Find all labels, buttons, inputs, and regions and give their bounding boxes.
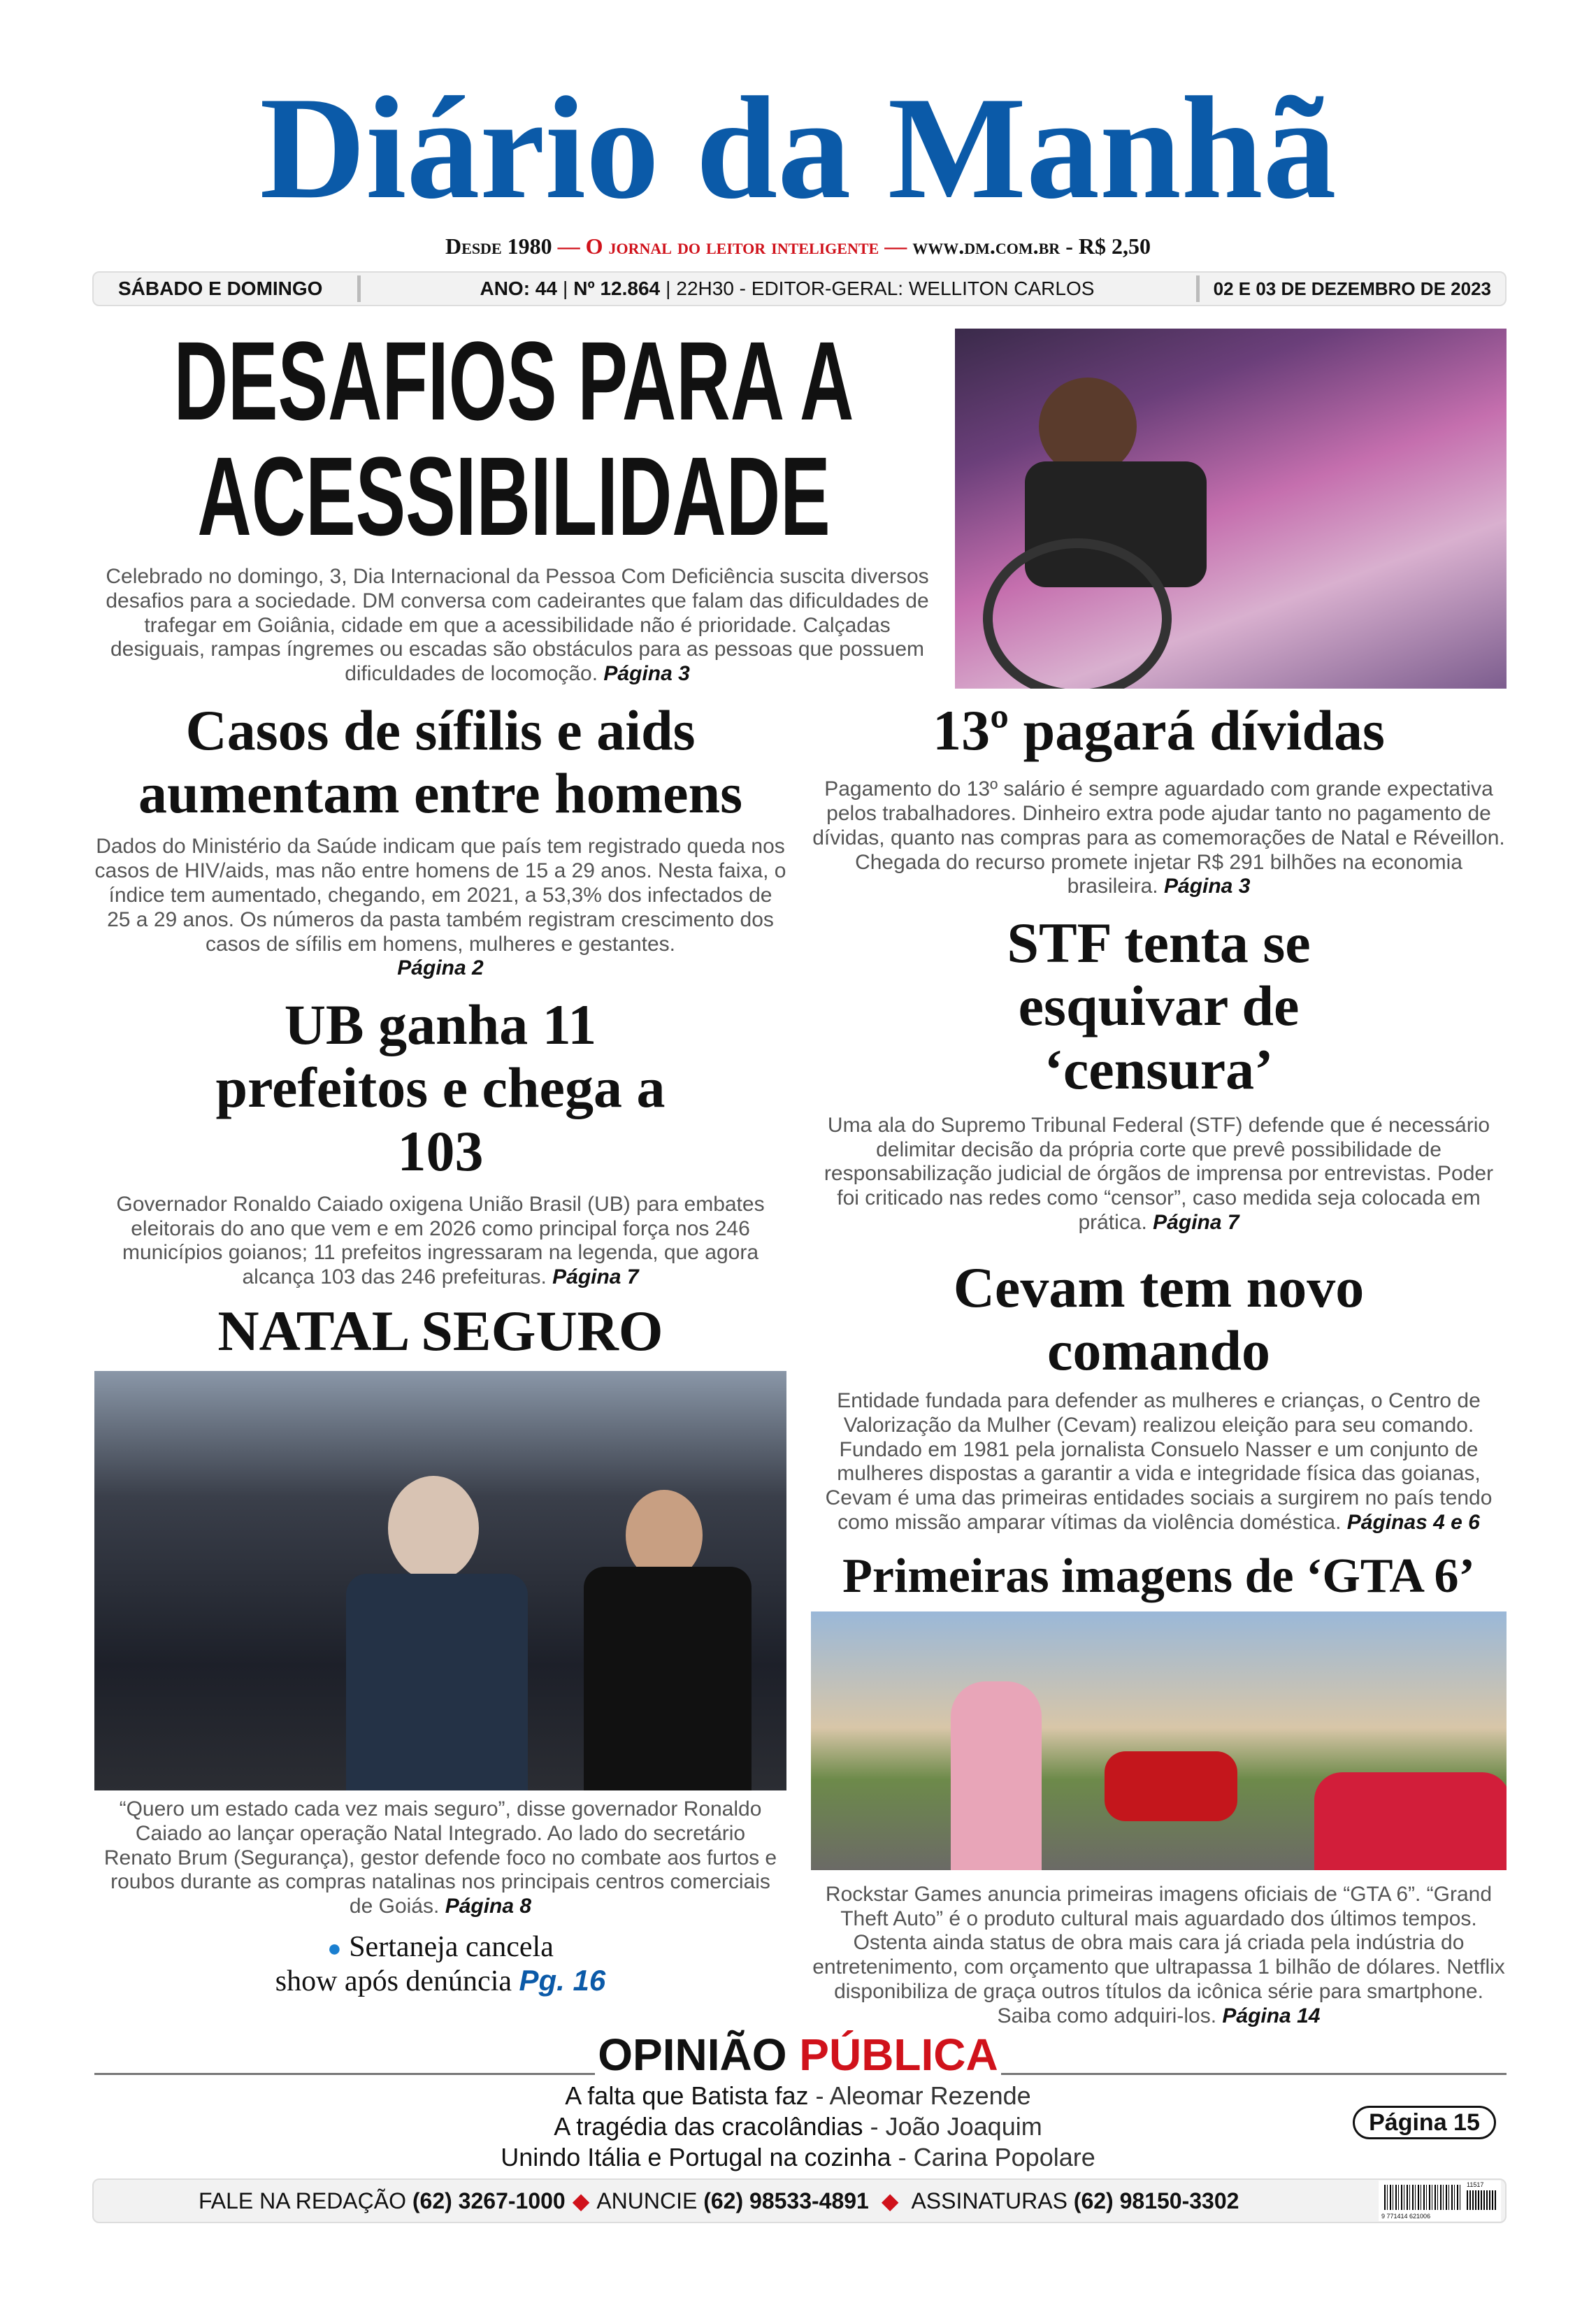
page-ref[interactable]: Página 3 bbox=[1164, 875, 1251, 898]
page-ref[interactable]: Página 2 bbox=[397, 956, 484, 980]
story-title[interactable]: 13º pagará dívidas bbox=[933, 698, 1385, 762]
right-column bbox=[811, 699, 1507, 2029]
opinion-item[interactable]: Unindo Itália e Portugal na cozinha - Carina Popolare bbox=[501, 2143, 1095, 2171]
story-title[interactable]: Casos de sífilis e aids aumentam entre homens bbox=[138, 698, 742, 826]
page-ref[interactable]: Pg. 16 bbox=[519, 1964, 606, 1997]
page-ref[interactable]: Página 7 bbox=[1153, 1210, 1239, 1234]
story-title[interactable]: Primeiras imagens de ‘GTA 6’ bbox=[842, 1549, 1475, 1603]
opinion-item[interactable]: A falta que Batista faz - Aleomar Rezende bbox=[565, 2081, 1031, 2110]
site[interactable]: www.dm.com.br bbox=[912, 234, 1061, 259]
page-ref[interactable]: Página 7 bbox=[552, 1265, 639, 1289]
story-text: Entidade fundada para defender as mulheres e crianças, o Centro de Valorização da Mulher (Cevam) realizou eleição para seu comando. Fundado em 1981 pela jornalista Consuelo Nasser e um conjunto de mulheres dispostas a garantir a vida e integridade física das goianas, Cevam é uma das primeiras entidades sociais a surgirem no país tendo como missão amparar vítimas da violência doméstica. Páginas 4 e 6 bbox=[825, 1389, 1493, 1535]
footer-bar: FALE NA REDAÇÃO (62) 3267-1000 ◆ ANUNCIE (62) 98533-4891 ◆ ASSINATURAS (62) 98150-3302 11517 9 771414 621006 bbox=[92, 2178, 1507, 2223]
page-ref[interactable]: Página 14 bbox=[1222, 2004, 1321, 2027]
story-title[interactable]: NATAL SEGURO bbox=[217, 1298, 663, 1363]
headline-line: DESAFIOS PARA A bbox=[173, 318, 854, 443]
photo-natal-seguro bbox=[94, 1371, 786, 1790]
page-ref[interactable]: Página 8 bbox=[445, 1895, 532, 1918]
opinion-list bbox=[350, 2081, 1246, 2173]
opinion-page-badge[interactable]: Página 15 bbox=[1353, 2106, 1496, 2139]
date: 02 E 03 DE DEZEMBRO DE 2023 bbox=[1213, 278, 1491, 299]
main-text: Celebrado no domingo, 3, Dia Internacional da Pessoa Com Deficiência suscita diversos desafios para a sociedade. DM conversa com cadeirantes que falam das dificuldades de trafegar em Goiânia, cidade em que a acessibilidade não é prioridade. Calçadas desiguais, rampas íngremes ou escadas são obstáculos para as pessoas que possuem dificuldades de locomoção. Página 3 bbox=[106, 565, 929, 686]
story-text: Pagamento do 13º salário é sempre aguardado com grande expectativa pelos trabalhadores. Dinheiro extra pode ajudar tanto no pagamento de dívidas, quanto nas compras para as comemorações de Natal e Réveillon. Chegada do recurso promete injetar R$ 291 bilhões na economia brasileira. Página 3 bbox=[812, 777, 1505, 898]
opinion-item[interactable]: A tragédia das cracolândias - João Joaquim bbox=[554, 2112, 1042, 2141]
phone[interactable]: (62) 98150-3302 bbox=[1073, 2188, 1239, 2213]
phone[interactable]: (62) 98533-4891 bbox=[703, 2188, 869, 2213]
story-text: Governador Ronaldo Caiado oxigena União Brasil (UB) para embates eleitorais do ano que vem e em 2026 como principal força nos 246 municípios goianos; 11 prefeitos ingressaram na legenda, que agora alcança 103 das 246 prefeituras. Página 7 bbox=[116, 1192, 765, 1289]
bullet-icon: ● bbox=[327, 1936, 342, 1962]
page-ref[interactable]: Páginas 4 e 6 bbox=[1346, 1511, 1480, 1535]
diamond-icon: ◆ bbox=[881, 2188, 899, 2213]
photo-wheelchair-bowling bbox=[955, 329, 1507, 689]
year: ANO: 44 bbox=[480, 278, 557, 299]
brief-sertaneja[interactable]: ● Sertaneja cancela show após denúncia Pg. 16 bbox=[275, 1931, 606, 1998]
time: 22H30 bbox=[676, 278, 734, 299]
opinion-title: OPINIÃO PÚBLICA bbox=[0, 2032, 1596, 2078]
story-title[interactable]: UB ganha 11 prefeitos e chega a 103 bbox=[215, 993, 666, 1183]
tagline bbox=[0, 232, 1596, 260]
story-text: “Quero um estado cada vez mais seguro”, disse governador Ronaldo Caiado ao lançar operação Natal Integrado. Ao lado do secretário Renato Brum (Segurança), gestor defende foco no combate aos furtos e roubos durante as compras natalinas nos principais centros comerciais de Goiás. Página 8 bbox=[103, 1797, 777, 1918]
story-text: Rockstar Games anuncia primeiras imagens oficiais de “GTA 6”. “Grand Theft Auto” é o produto cultural mais aguardado dos últimos tempos. Ostenta ainda status de obra mais cara já criada pela indústria do entretenimento, com orçamento que ultrapassa 1 bilhão de dólares. Netflix disponibiliza de graça outros títulos da icônica série para smartphone. Saiba como adquiri-los. Página 14 bbox=[812, 1882, 1505, 2027]
info-bar: SÁBADO E DOMINGO ANO: 44 | Nº 12.864 | 22H30 - EDITOR-GERAL: WELLITON CARLOS 02 E 03 DE DEZEMBRO DE 2023 bbox=[92, 271, 1507, 306]
divider bbox=[357, 275, 361, 302]
slogan: — O jornal do leitor inteligente — bbox=[557, 234, 907, 259]
story-title[interactable]: STF tenta se esquivar de ‘censura’ bbox=[1007, 911, 1311, 1101]
page-ref[interactable]: Página 3 bbox=[603, 662, 690, 686]
photo-gta6 bbox=[811, 1611, 1507, 1870]
masthead-title: Diário da Manhã bbox=[259, 67, 1337, 229]
story-text: Uma ala do Supremo Tribunal Federal (STF) defende que é necessário delimitar decisão da própria corte que prevê possibilidade de responsabilização judicial de órgãos de imprensa por entrevistas. Poder foi criticado nas redes como “censor”, caso medida seja colocada em prática. Página 7 bbox=[824, 1113, 1494, 1234]
issue-number: Nº 12.864 bbox=[573, 278, 661, 299]
editor: - EDITOR-GERAL: WELLITON CARLOS bbox=[739, 278, 1095, 299]
left-column bbox=[94, 699, 786, 1999]
headline-line: ACESSIBILIDADE bbox=[197, 433, 831, 559]
since: Desde 1980 bbox=[445, 234, 552, 259]
days: SÁBADO E DOMINGO bbox=[118, 278, 323, 299]
divider bbox=[1196, 275, 1200, 302]
story-text: Dados do Ministério da Saúde indicam que país tem registrado queda nos casos de HIV/aids, mas não entre homens de 15 a 29 anos. Nesta faixa, o índice tem aumentado, chegando, em 2021, a 53,3% dos infectados de 25 a 29 anos. Os números da pasta também registram crescimento dos casos de sífilis em homens, mulheres e gestantes. Página 2 bbox=[94, 835, 786, 980]
barcode: 11517 9 771414 621006 bbox=[1379, 2181, 1501, 2221]
story-title[interactable]: Cevam tem novo comando bbox=[953, 1255, 1365, 1382]
phone[interactable]: (62) 3267-1000 bbox=[412, 2188, 566, 2213]
diamond-icon: ◆ bbox=[572, 2188, 590, 2213]
main-headline[interactable] bbox=[99, 318, 928, 559]
price: - R$ 2,50 bbox=[1065, 234, 1151, 259]
